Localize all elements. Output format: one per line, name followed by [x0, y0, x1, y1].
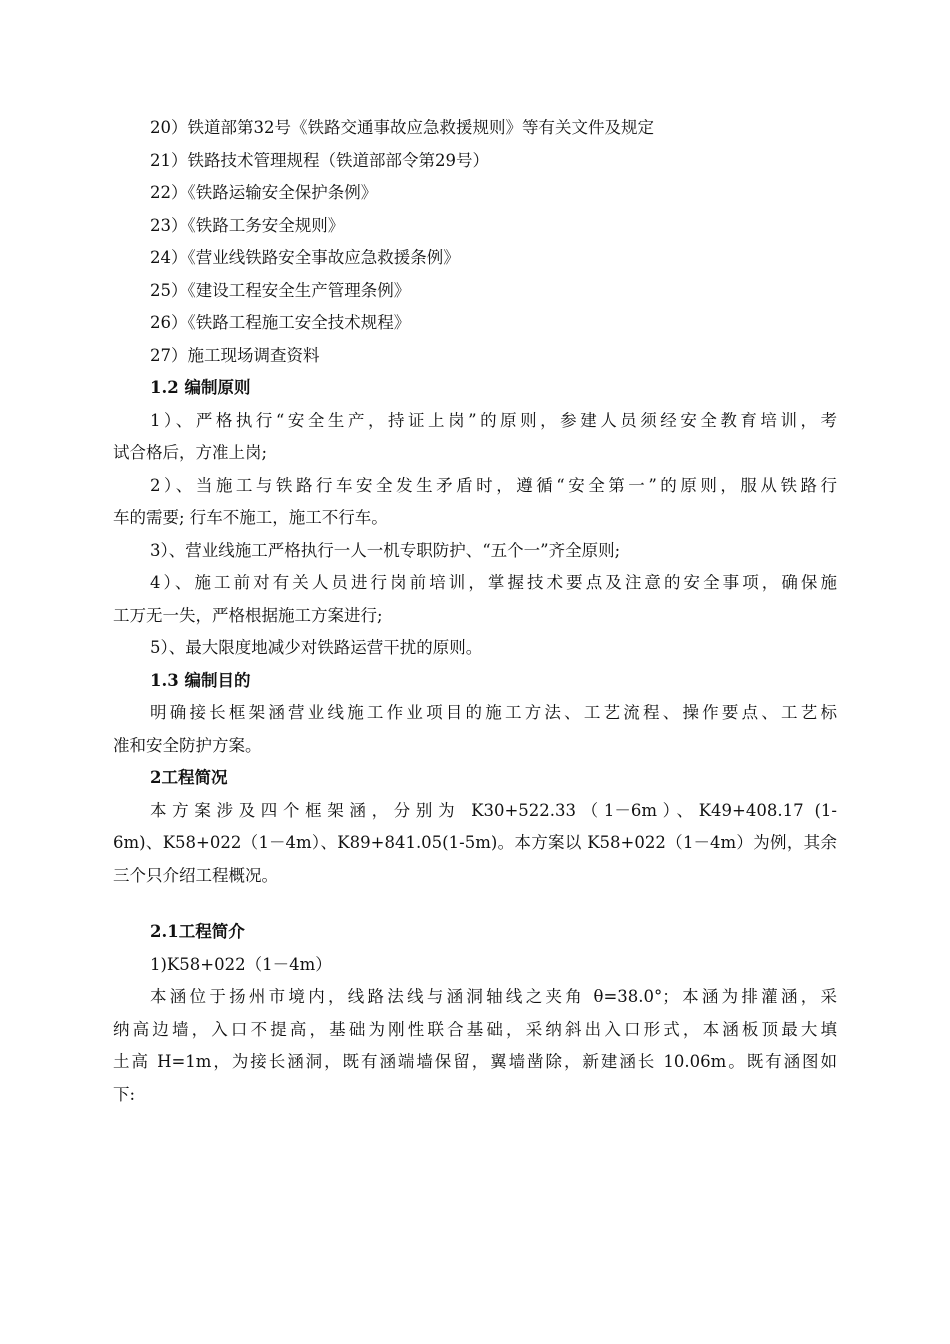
- section-heading: 2.1工程简介: [150, 922, 245, 941]
- list-item: 1)K58+022（1－4m）: [150, 954, 332, 974]
- paragraph-line: 3）、营业线施工严格执行一人一机专职防护、“五个一”齐全原则;: [150, 540, 621, 560]
- section-heading: 2工程简况: [150, 768, 228, 787]
- reference-item: 22）《铁路运输安全保护条例》: [150, 183, 378, 202]
- reference-item: 26）《铁路工程施工安全技术规程》: [150, 313, 411, 332]
- paragraph-line: 4）、施工前对有关人员进行岗前培训，掌握技术要点及注意的安全事项，确保施: [150, 573, 837, 592]
- reference-item: 20）铁道部第32号《铁路交通事故应急救援规则》等有关文件及规定: [150, 118, 654, 137]
- paragraph-line: 本方案涉及四个框架涵，分别为 K30+522.33（1－6m）、K49+408.17 (1-: [150, 800, 837, 820]
- spacer: [113, 892, 837, 916]
- paragraph-line: 试合格后，方准上岗;: [113, 443, 268, 462]
- reference-item: 23）《铁路工务安全规则》: [150, 215, 345, 235]
- paragraph-line: 下:: [113, 1084, 136, 1104]
- paragraph-line: 6m)、K58+022（1－4m）、K89+841.05(1-5m)。本方案以 K58+022（1－4m）为例，其余: [113, 833, 837, 852]
- paragraph-line: 明确接长框架涵营业线施工作业项目的施工方法、工艺流程、操作要点、工艺标: [150, 703, 837, 722]
- reference-item: 21）铁路技术管理规程（铁道部部令第29号）: [150, 150, 489, 170]
- body-text: [113, 112, 837, 1111]
- reference-item: 24）《营业线铁路安全事故应急救援条例》: [150, 248, 460, 267]
- paragraph-line: 土高 H=1m，为接长涵洞，既有涵端墙保留，翼墙凿除，新建涵长 10.06m。既有涵图如: [113, 1052, 837, 1071]
- paragraph-line: 三个只介绍工程概况。: [113, 865, 278, 885]
- reference-item: 25）《建设工程安全生产管理条例》: [150, 280, 411, 300]
- paragraph-line: 5）、最大限度地减少对铁路运营干扰的原则。: [150, 638, 483, 657]
- section-heading: 1.2 编制原则: [150, 378, 251, 397]
- reference-item: 27）施工现场调查资料: [150, 345, 320, 365]
- section-heading: 1.3 编制目的: [150, 670, 251, 690]
- paragraph-line: 准和安全防护方案。: [113, 735, 262, 755]
- paragraph-line: 1）、严格执行“安全生产，持证上岗”的原则，参建人员须经安全教育培训，考: [150, 410, 837, 430]
- paragraph-line: 纳高边墙，入口不提高，基础为刚性联合基础，采纳斜出入口形式，本涵板顶最大填: [113, 1019, 837, 1039]
- paragraph-line: 本涵位于扬州市境内，线路法线与涵洞轴线之夹角 θ=38.0°；本涵为排灌涵，采: [150, 987, 837, 1006]
- paragraph-line: 2）、当施工与铁路行车安全发生矛盾时，遵循“安全第一”的原则，服从铁路行: [150, 475, 837, 495]
- paragraph-line: 车的需要; 行车不施工，施工不行车。: [113, 508, 388, 527]
- paragraph-line: 工万无一失，严格根据施工方案进行;: [113, 605, 383, 625]
